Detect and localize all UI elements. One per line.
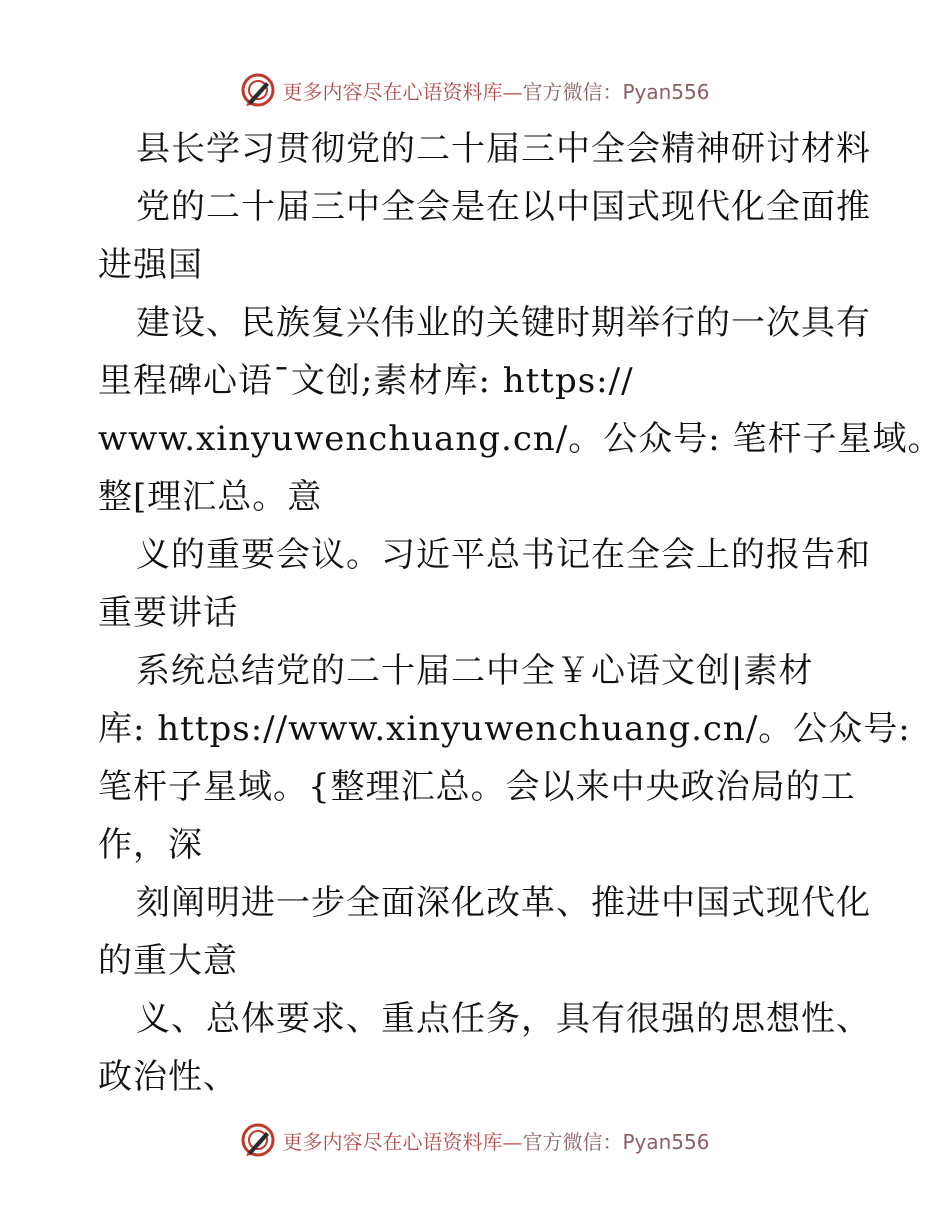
document-line: 建设、民族复兴伟业的关键时期举行的一次具有 — [136, 303, 871, 343]
document-line: 整[理汇总。意 — [98, 477, 323, 517]
document-line: 义的重要会议。习近平总书记在全会上的报告和 — [136, 535, 871, 575]
footer-banner-wechat: 官方微信：Pyan556 — [522, 1129, 710, 1154]
document-line: 县长学习贯彻党的二十届三中全会精神研讨材料 — [136, 129, 871, 169]
document-line: www.xinyuwenchuang.cn/。公众号: 笔杆子星域。 — [98, 419, 943, 459]
header-banner-text — [282, 76, 709, 105]
document-line: 的重大意 — [98, 941, 238, 981]
pen-logo-icon — [240, 72, 276, 108]
document-line: 进强国 — [98, 245, 203, 285]
footer-banner-text — [282, 1126, 709, 1155]
document-line: 义、总体要求、重点任务，具有很强的思想性、 — [136, 999, 871, 1039]
header-banner-main: 更多内容尽在心语资料库 — [282, 79, 503, 104]
header-banner-separator: — — [502, 79, 523, 104]
document-line: 刻阐明进一步全面深化改革、推进中国式现代化 — [136, 883, 871, 923]
header-banner — [0, 70, 950, 110]
header-banner-wechat: 官方微信：Pyan556 — [522, 79, 710, 104]
footer-banner-separator: — — [502, 1129, 523, 1154]
pen-logo-icon — [240, 1122, 276, 1158]
document-line: 笔杆子星域。{整理汇总。会以来中央政治局的工 — [98, 767, 856, 807]
footer-banner-main: 更多内容尽在心语资料库 — [282, 1129, 503, 1154]
document-line: 政治性、 — [98, 1057, 238, 1097]
footer-banner — [0, 1120, 950, 1160]
document-line: 作，深 — [98, 825, 203, 865]
document-line: 重要讲话 — [98, 593, 238, 633]
document-line: 党的二十届三中全会是在以中国式现代化全面推 — [136, 187, 871, 227]
document-line: 库: https://www.xinyuwenchuang.cn/。公众号: — [98, 709, 911, 749]
document-line: 里程碑心语¯文创;素材库: https:// — [98, 361, 634, 401]
document-line: 系统总结党的二十届二中全￥心语文创|素材 — [136, 651, 814, 691]
document-body — [98, 120, 943, 1106]
